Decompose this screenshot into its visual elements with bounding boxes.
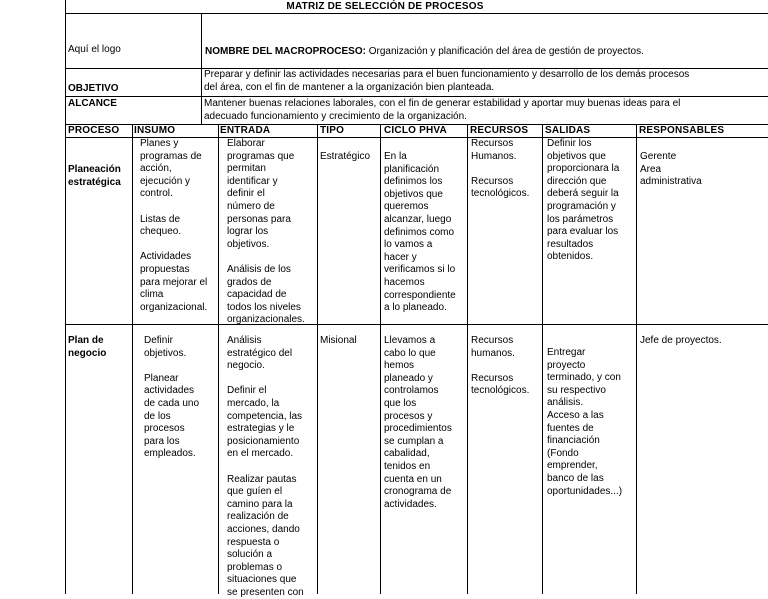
row1-salidas: Definir los objetivos que proporcionara la dirección que deberá seguir la programación y los parámetros para evaluar los resultados obtenidos. bbox=[547, 138, 620, 263]
grid-line bbox=[317, 124, 318, 594]
row2-recursos: Recursos humanos. Recursos tecnológicos. bbox=[471, 335, 530, 397]
logo-placeholder: Aquí el logo bbox=[68, 44, 121, 55]
row1-responsables: Gerente Area administrativa bbox=[640, 151, 702, 188]
row2-entrada: Análisis estratégico del negocio. Definir el mercado, la competencia, las estrategias y le posicionamiento en el mercado. Realizar pautas que guíen el camino para la realización de acciones, dando respuesta o solución a problemas o situaciones que se presenten con bbox=[227, 335, 304, 598]
grid-line bbox=[542, 124, 543, 594]
macroproceso-label: NOMBRE DEL MACROPROCESO: bbox=[205, 45, 366, 57]
header-tipo: TIPO bbox=[320, 125, 345, 136]
macroproceso-value: Organización y planificación del área de gestión de proyectos. bbox=[365, 45, 644, 57]
alcance-label: ALCANCE bbox=[68, 98, 117, 109]
row1-ciclo-phva: En la planificación definimos los objetivos que queremos alcanzar, luego definimos como lo vamos a hacer y verificamos si lo hacemos correspondiente a lo planeado. bbox=[384, 151, 456, 314]
row1-tipo: Estratégico bbox=[320, 151, 371, 162]
grid-line bbox=[65, 0, 66, 594]
grid-line bbox=[380, 124, 381, 594]
row2-tipo: Misional bbox=[320, 335, 357, 346]
header-proceso: PROCESO bbox=[68, 125, 120, 136]
header-ciclo-phva: CICLO PHVA bbox=[384, 125, 447, 136]
header-salidas: SALIDAS bbox=[545, 125, 591, 136]
grid-line bbox=[65, 96, 768, 97]
row2-salidas: Entregar proyecto terminado, y con su respectivo análisis. Acceso a las fuentes de financiación (Fondo emprender, banco de las oportunidades...) bbox=[547, 347, 623, 497]
row2-ciclo-phva: Llevamos a cabo lo que hemos planeado y controlamos que los procesos y procedimientos se cumplan a cabalidad, tenidos en cuenta en un cronograma de actividades. bbox=[384, 335, 452, 510]
row1-recursos: Recursos Humanos. Recursos tecnológicos. bbox=[471, 138, 530, 200]
header-responsables: RESPONSABLES bbox=[639, 125, 725, 136]
grid-line bbox=[218, 124, 219, 594]
grid-line bbox=[201, 13, 202, 124]
grid-line bbox=[65, 324, 768, 325]
row2-proceso: Plan de negocio bbox=[68, 335, 107, 359]
objetivo-text: Preparar y definir las actividades necesarias para el buen funcionamiento y desarrollo de los demás procesos del área, con el fin de mantener a la organización bien planteada. bbox=[204, 69, 690, 93]
grid-line bbox=[467, 124, 468, 594]
objetivo-label: OBJETIVO bbox=[68, 83, 119, 94]
header-recursos: RECURSOS bbox=[470, 125, 529, 136]
row1-proceso: Planeación estratégica bbox=[68, 164, 121, 188]
grid-line bbox=[132, 124, 133, 594]
header-insumo: INSUMO bbox=[134, 125, 176, 136]
macroproceso-field bbox=[205, 33, 765, 58]
alcance-text: Mantener buenas relaciones laborales, con el fin de generar estabilidad y aportar muy buenas ideas para el adecuado funcionamiento y crecimiento de la organización. bbox=[204, 98, 681, 122]
row2-responsables: Jefe de proyectos. bbox=[640, 335, 722, 346]
row2-insumo: Definir objetivos. Planear actividades de cada uno de los procesos para los empleados. bbox=[144, 335, 200, 460]
grid-line bbox=[636, 124, 637, 594]
page-title: MATRIZ DE SELECCIÓN DE PROCESOS bbox=[286, 1, 484, 12]
row1-insumo: Planes y programas de acción, ejecución y control. Listas de chequeo. Actividades propuestas para mejorar el clima organizacional. bbox=[140, 138, 208, 313]
grid-line bbox=[65, 13, 768, 14]
row1-entrada: Elaborar programas que permitan identificar y definir el número de personas para lograr los objetivos. Análisis de los grados de capacidad de todos los niveles organizacionales. bbox=[227, 138, 305, 326]
header-entrada: ENTRADA bbox=[220, 125, 271, 136]
